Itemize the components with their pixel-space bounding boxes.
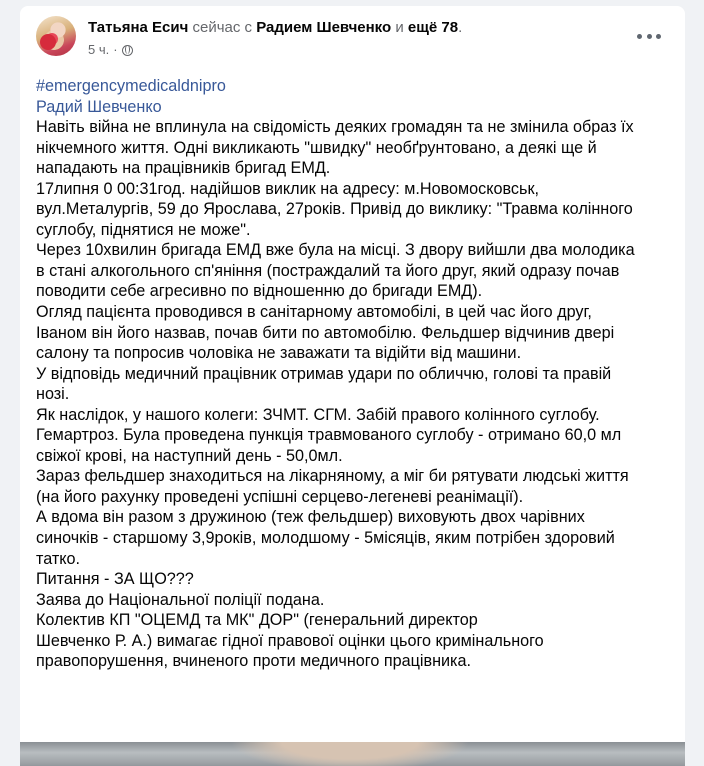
post-text-line: Огляд пацієнта проводився в санітарному автомобілі, в цей час його друг,	[36, 303, 592, 322]
dot-icon	[637, 34, 642, 39]
post-text-line: Заява до Національної поліції подана.	[36, 590, 325, 609]
post-author-line	[88, 18, 462, 38]
post-text-line: У відповідь медичний працівник отримав удари по обличчю, голові та правій	[36, 364, 612, 383]
author-name-link[interactable]: Татьяна Есич	[88, 19, 189, 36]
post-text-line: Зараз фельдшер знаходиться на лікарняному, а міг би рятувати людські життя	[36, 467, 629, 486]
avatar[interactable]	[36, 16, 76, 56]
post-card	[20, 6, 685, 766]
flower-icon	[40, 34, 56, 50]
with-prefix: сейчас с	[192, 19, 253, 36]
mention-link[interactable]: Радий Шевченко	[36, 97, 162, 116]
post-text-line: Питання - ЗА ЩО???	[36, 570, 194, 589]
meta-separator: ·	[113, 42, 118, 57]
globe-icon[interactable]	[122, 45, 133, 56]
post-text-line: Як наслідок, у нашого колеги: ЗЧМТ. СГМ. Забій правого колінного суглобу.	[36, 405, 600, 424]
post-text-line: правопорушення, вчиненого проти медичного працівника.	[36, 652, 471, 671]
post-text-line: синочків - старшому 3,9років, молодшому - 5місяців, яким потрібен здоровий	[36, 529, 615, 548]
post-header	[20, 6, 685, 72]
dot-icon	[656, 34, 661, 39]
end-dot: .	[458, 19, 463, 36]
post-text-line: в стані алкогольного сп'яніння (постраждалий та його друг, який одразу почав	[36, 261, 620, 280]
post-text-line: нападають на працівників бригад ЕМД.	[36, 159, 331, 178]
post-text-line: салону та попросив чоловіка не заважати та відійти від машини.	[36, 344, 522, 363]
post-text-line: поводити себе агресивно по відношенню до бригади ЕМД).	[36, 282, 483, 301]
post-text-line: Через 10хвилин бригада ЕМД вже була на місці. З двору вийшли два молодика	[36, 241, 635, 260]
dot-icon	[647, 34, 652, 39]
post-text-line: А вдома він разом з дружиною (теж фельдшер) виховують двох чарівних	[36, 508, 585, 527]
post-text-line: (на його рахунку проведені успішні серцево-легеневі реанімації).	[36, 487, 524, 506]
hashtag-link[interactable]: #emergencymedicaldnipro	[36, 77, 226, 95]
post-text-line: нозі.	[36, 385, 70, 404]
post-text-line: татко.	[36, 549, 81, 568]
others-link[interactable]: ещё 78	[407, 19, 459, 36]
post-time-link[interactable]: 5 ч.	[88, 42, 110, 57]
post-text-line: суглобу, піднятися не може".	[36, 220, 251, 239]
post-text-line: Іваном він його назвав, почав бити по автомобілю. Фельдшер відчинив двері	[36, 323, 615, 342]
post-text-line: свіжої крові, на наступний день - 50,0мл.	[36, 446, 343, 465]
and-text: и	[395, 19, 404, 36]
post-text-line: Шевченко Р. А.) вимагає гідної правової оцінки цього кримінального	[36, 631, 544, 650]
post-photo[interactable]	[20, 742, 685, 766]
post-body	[36, 76, 676, 672]
post-text-line: нікчемного життя. Одні викликають "швидку" необґрунтовано, а деякі ще й	[36, 138, 597, 157]
post-text-line: Навіть війна не вплинула на свідомість деяких громадян та не змінила образ їх	[36, 118, 634, 137]
post-text-line: 17липня 0 00:31год. надійшов виклик на адресу: м.Новомосковськ,	[36, 179, 540, 198]
more-options-icon[interactable]	[637, 30, 661, 42]
tagged-user-link[interactable]: Радием Шевченко	[256, 19, 392, 36]
post-text-line: Колектив КП "ОЦЕМД та МК" ДОР" (генеральний директор	[36, 611, 478, 630]
post-text-line: Гемартроз. Була проведена пункція травмованого суглобу - отримано 60,0 мл	[36, 426, 622, 445]
post-text-line: вул.Металургів, 59 до Ярослава, 27років. Привід до виклику: "Травма колінного	[36, 200, 633, 219]
post-meta	[88, 42, 133, 58]
